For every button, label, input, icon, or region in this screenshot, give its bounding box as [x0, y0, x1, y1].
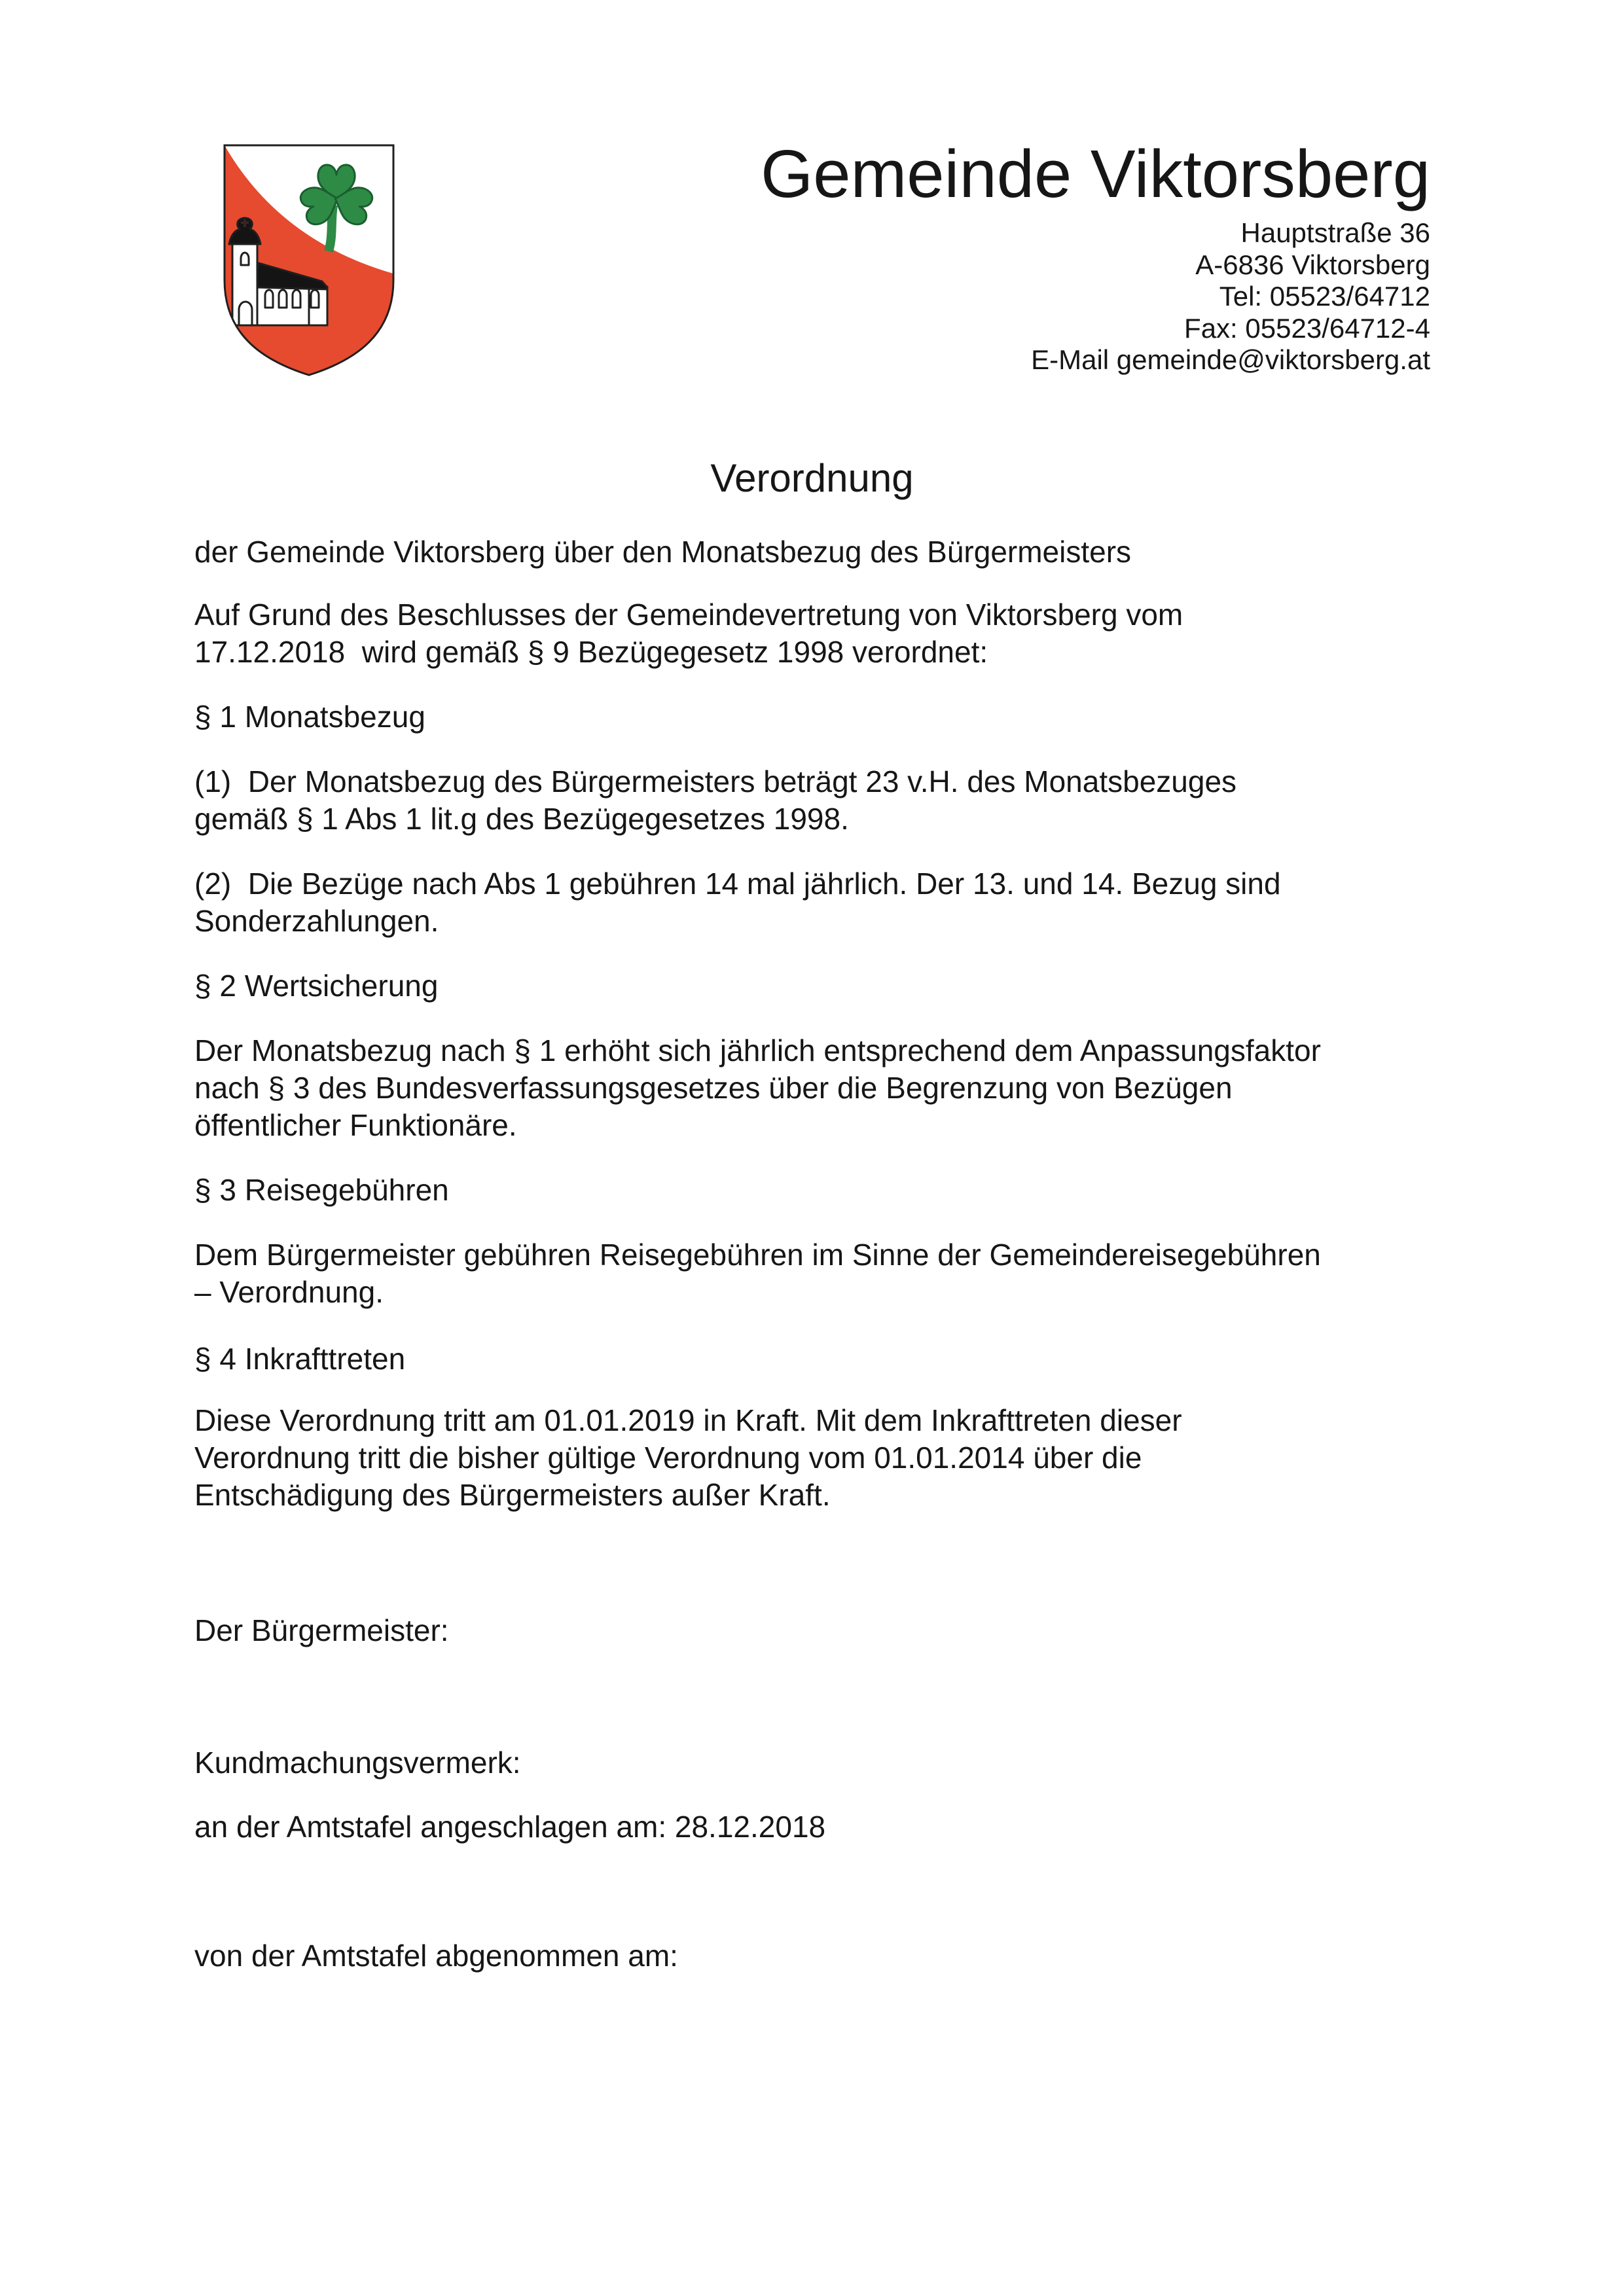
text-line: Auf Grund des Beschlusses der Gemeindevertretung von Viktorsberg vom: [194, 598, 1183, 632]
document-title: Verordnung: [710, 456, 914, 500]
section-3-heading: [194, 1172, 449, 1209]
signature-label: [194, 1612, 449, 1649]
text-line: § 3 Reisegebühren: [194, 1173, 449, 1207]
text-line: der Gemeinde Viktorsberg über den Monatsbezug des Bürgermeisters: [194, 535, 1132, 569]
text-line: 17.12.2018 wird gemäß § 9 Bezügegesetz 1998 verordnet:: [194, 635, 988, 669]
address-fax: Fax: 05523/64712-4: [1184, 312, 1430, 344]
text-line: Entschädigung des Bürgermeisters außer Kraft.: [194, 1478, 831, 1512]
text-line: (2) Die Bezüge nach Abs 1 gebühren 14 mal jährlich. Der 13. und 14. Bezug sind: [194, 867, 1281, 901]
text-line: Der Bürgermeister:: [194, 1613, 449, 1647]
text-line: (1) Der Monatsbezug des Bürgermeisters beträgt 23 v.H. des Monatsbezuges: [194, 764, 1237, 798]
section-4-heading: [194, 1340, 405, 1378]
text-line: Sonderzahlungen.: [194, 904, 439, 938]
address-street: Hauptstraße 36: [1240, 217, 1430, 248]
text-line: an der Amtstafel angeschlagen am: 28.12.2018: [194, 1810, 826, 1844]
address-city: A-6836 Viktorsberg: [1195, 249, 1430, 280]
text-line: gemäß § 1 Abs 1 lit.g des Bezügegesetzes 1998.: [194, 802, 849, 836]
text-line: – Verordnung.: [194, 1275, 384, 1309]
text-line: von der Amtstafel abgenommen am:: [194, 1939, 678, 1973]
section-1-paragraph-2: [194, 865, 1281, 940]
section-2-paragraph: [194, 1032, 1321, 1144]
subject-line: [194, 533, 1131, 571]
text-line: Verordnung tritt die bisher gültige Verordnung vom 01.01.2014 über die: [194, 1441, 1142, 1475]
text-line: § 1 Monatsbezug: [194, 700, 425, 734]
section-3-paragraph: [194, 1236, 1321, 1311]
text-line: Der Monatsbezug nach § 1 erhöht sich jährlich entsprechend dem Anpassungsfaktor: [194, 1033, 1321, 1067]
section-1-heading: [194, 698, 425, 736]
publication-note-heading: [194, 1744, 521, 1782]
organization-address: [1031, 217, 1430, 376]
shield-field: [221, 143, 397, 378]
organization-title: Gemeinde Viktorsberg: [761, 136, 1430, 211]
posted-date-line: [194, 1808, 825, 1846]
text-line: Diese Verordnung tritt am 01.01.2019 in Kraft. Mit dem Inkrafttreten dieser: [194, 1403, 1182, 1437]
text-line: Dem Bürgermeister gebühren Reisegebühren im Sinne der Gemeindereisegebühren: [194, 1238, 1321, 1272]
text-line: nach § 3 des Bundesverfassungsgesetzes über die Begrenzung von Bezügen: [194, 1071, 1233, 1105]
removed-date-line: [194, 1937, 678, 1975]
text-line: Kundmachungsvermerk:: [194, 1746, 521, 1780]
address-email: E-Mail gemeinde@viktorsberg.at: [1031, 344, 1430, 375]
preamble-paragraph: [194, 596, 1183, 671]
address-tel: Tel: 05523/64712: [1219, 281, 1430, 312]
text-line: öffentlicher Funktionäre.: [194, 1108, 517, 1142]
municipal-coat-of-arms-icon: [221, 143, 397, 378]
text-line: § 4 Inkrafttreten: [194, 1342, 406, 1376]
text-line: § 2 Wertsicherung: [194, 969, 439, 1003]
section-4-paragraph: [194, 1402, 1182, 1514]
section-1-paragraph-1: [194, 763, 1236, 838]
section-2-heading: [194, 967, 438, 1005]
